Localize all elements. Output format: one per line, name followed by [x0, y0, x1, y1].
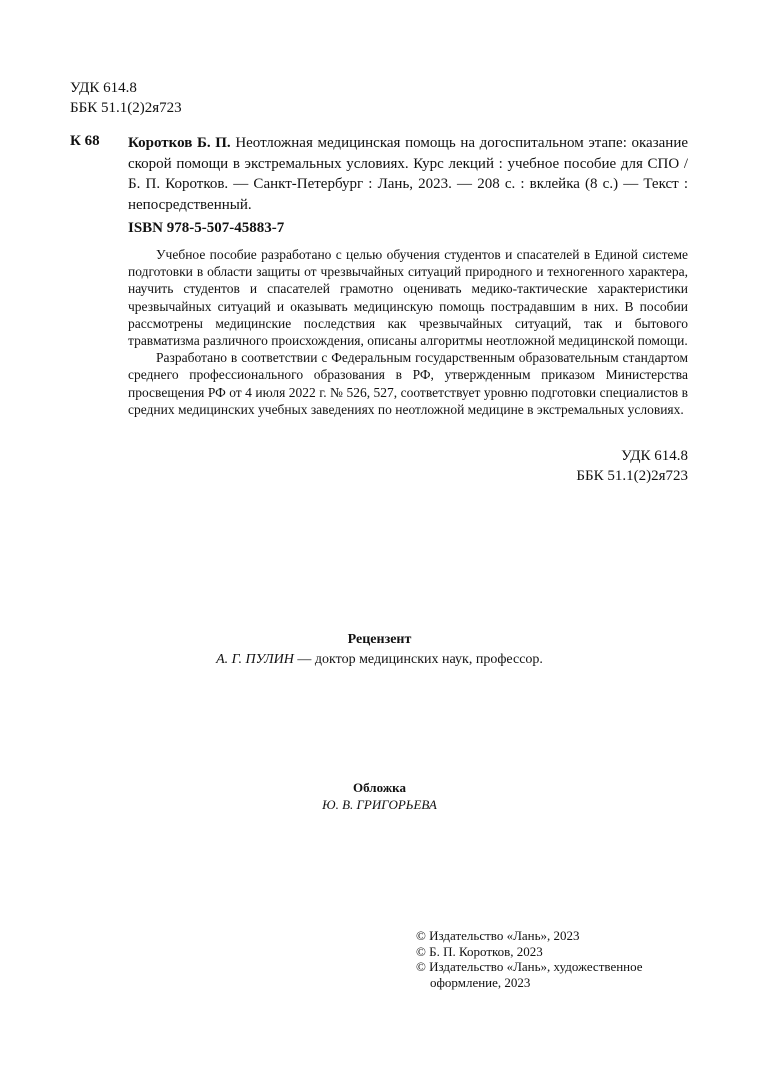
- isbn: ISBN 978-5-507-45883-7: [128, 220, 285, 236]
- author-mark: К 68: [70, 133, 100, 149]
- udk-code: УДК 614.8: [70, 80, 137, 96]
- udk-bbk-header: [70, 78, 182, 118]
- copyright-line-publisher: © Издательство «Лань», 2023: [416, 928, 580, 943]
- copyright-line-author: © Б. П. Коротков, 2023: [416, 943, 543, 959]
- udk-code-right: УДК 614.8: [621, 448, 688, 464]
- copyright-line-design-cont: оформление, 2023: [430, 974, 531, 990]
- cover-heading: Обложка: [353, 780, 406, 795]
- reviewer-name: А. Г. ПУЛИН: [216, 652, 294, 667]
- bibliographic-description: Неотложная медицинская помощь на догоспитальном этапе: оказание скорой помощи в экстремальных условиях. Курс лекций : учебное пособие для СПО / Б. П. Коротков. — Санкт-Петербург : Лань, 2023. — 208 с. : вклейка (8 с.) — Текст : непосредственный.: [128, 135, 689, 213]
- reviewer-heading: Рецензент: [347, 632, 412, 647]
- author-name: Коротков Б. П.: [128, 135, 231, 151]
- copyright-block: [416, 928, 676, 990]
- abstract-paragraph-2: Разработано в соответствии с Федеральным государственным образовательным стандартом среднего профессионального образования в РФ, утвержденным приказом Министерства просвещения РФ от 4 июля 2022 г. № 526, 527, соответствует уровню подготовки специалистов в средних медицинских учебных заведениях по неотложной медицине в экстремальных условиях.: [128, 350, 688, 417]
- copyright-line-design: © Издательство «Лань», художественное: [416, 959, 643, 974]
- reviewer-description: — доктор медицинских наук, профессор.: [293, 652, 543, 667]
- reviewer-info: [0, 652, 759, 668]
- abstract: [128, 246, 688, 418]
- cover-designer-name: Ю. В. ГРИГОРЬЕВА: [322, 797, 437, 812]
- abstract-paragraph-1: Учебное пособие разработано с целью обучения студентов и спасателей в Единой системе подготовки в области защиты от чрезвычайных ситуаций природного и техногенного характера, научить студентов и спасателей грамотно оценивать медико-тактические характеристики чрезвычайных ситуаций и оказывать медицинскую помощь пострадавшим в них. В пособии рассмотрены медицинские последствия как чрезвычайных ситуаций, так и бытового травматизма различного происхождения, описаны алгоритмы неотложной медицинской помощи.: [128, 247, 688, 349]
- bbk-code: ББК 51.1(2)2я723: [70, 100, 182, 116]
- bbk-code-right: ББК 51.1(2)2я723: [576, 468, 688, 484]
- bibliographic-record: [128, 133, 688, 215]
- classification-codes: [500, 446, 688, 486]
